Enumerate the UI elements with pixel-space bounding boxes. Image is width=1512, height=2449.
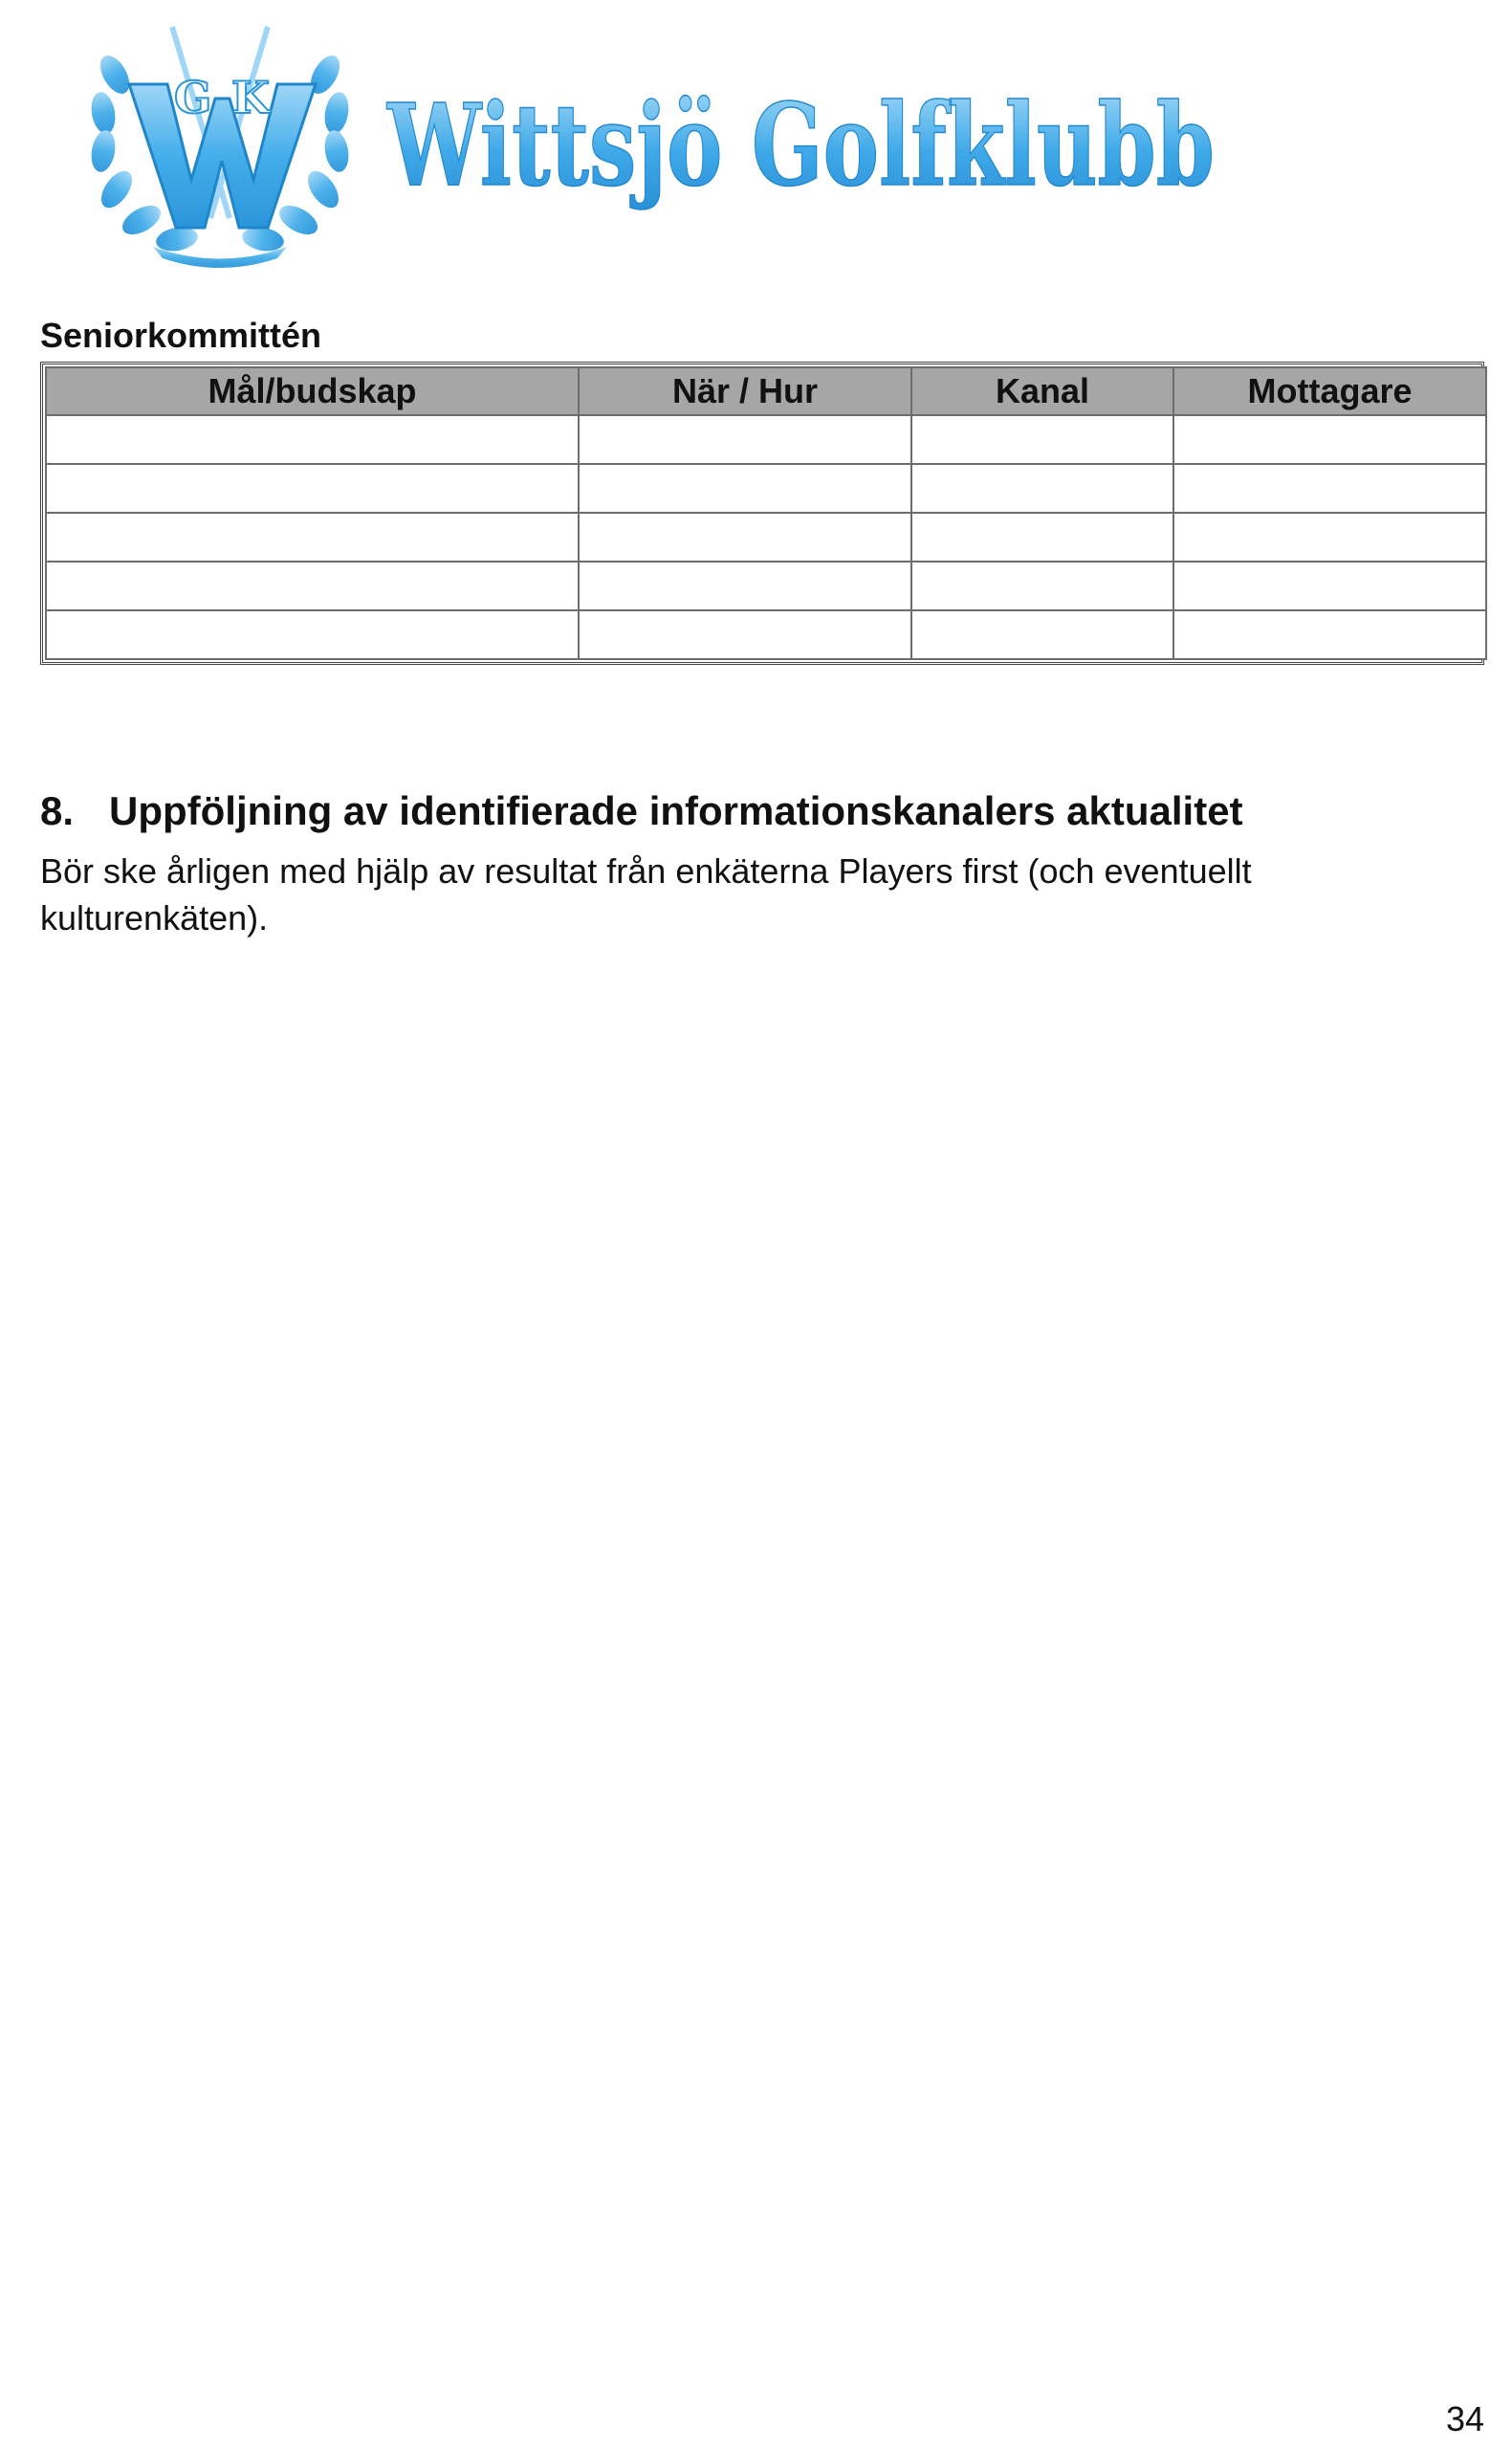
table-cell [579, 415, 911, 464]
table-row [46, 415, 1486, 464]
table-cell [1173, 610, 1486, 659]
section-heading [40, 788, 1243, 834]
table-cell [579, 562, 911, 610]
table-row [46, 562, 1486, 610]
table-cell [46, 513, 579, 562]
heading-title: Uppföljning av identifierade informationskanalers aktualitet [109, 788, 1243, 833]
body-paragraph: Bör ske årligen med hjälp av resultat från enkäterna Players first (och eventuellt kulturenkäten). [40, 851, 1252, 938]
table-cell [46, 610, 579, 659]
table-cell [579, 513, 911, 562]
table-cell [911, 464, 1173, 513]
table-cell [46, 464, 579, 513]
table-cell [46, 562, 579, 610]
column-header-channel: Kanal [911, 367, 1173, 415]
table-cell [911, 415, 1173, 464]
table-cell [579, 610, 911, 659]
club-emblem-icon [86, 8, 354, 266]
table-header-row [46, 367, 1486, 415]
column-header-goal: Mål/budskap [46, 367, 579, 415]
table-cell [46, 415, 579, 464]
table-row [46, 464, 1486, 513]
table-cell [1173, 415, 1486, 464]
heading-number: 8. [40, 788, 75, 833]
column-header-recipient: Mottagare [1173, 367, 1486, 415]
table-cell [1173, 513, 1486, 562]
table-row [46, 513, 1486, 562]
svg-text:Wittsjö Golfklubb: Wittsjö Golfklubb [385, 78, 1215, 211]
table-row [46, 610, 1486, 659]
communication-table [40, 362, 1484, 665]
table-cell [1173, 562, 1486, 610]
page-number: 34 [1445, 2399, 1484, 2438]
svg-text:G: G [174, 72, 212, 123]
table-cell [579, 464, 911, 513]
club-wordmark [387, 75, 1219, 218]
table-cell [911, 610, 1173, 659]
table-cell [1173, 464, 1486, 513]
table-cell [911, 562, 1173, 610]
column-header-when-how: När / Hur [579, 367, 911, 415]
section-label: Seniorkommittén [40, 316, 322, 355]
club-logo [86, 8, 1215, 266]
svg-text:K: K [231, 72, 270, 123]
table-cell [911, 513, 1173, 562]
